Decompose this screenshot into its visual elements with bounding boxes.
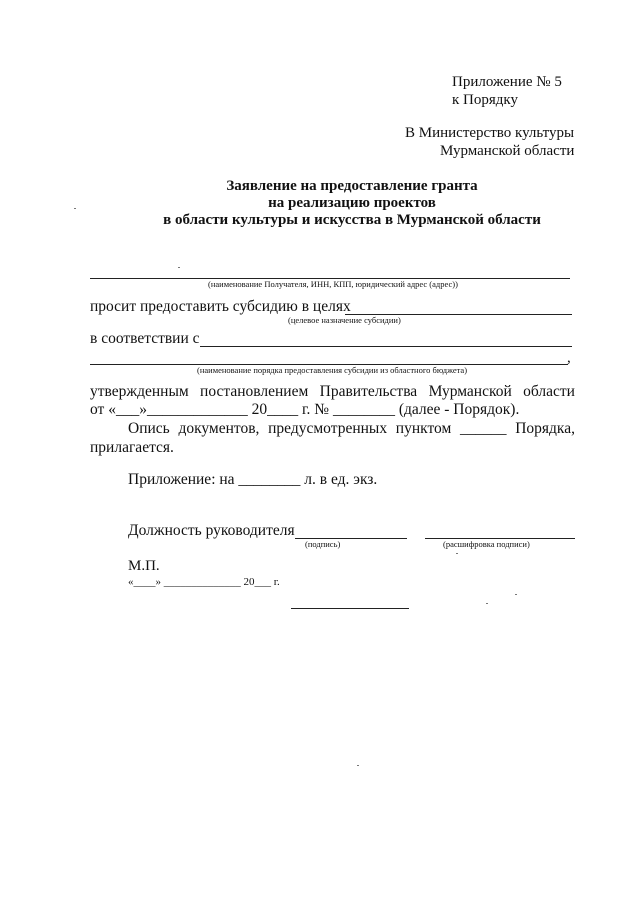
signature-caption: (подпись) [305, 539, 341, 549]
purpose-label: просит предоставить субсидию в целях [90, 298, 351, 315]
inventory-attached: прилагается. [90, 439, 174, 456]
decree-date-line: от «___»_____________ 20____ г. № ________ (далее - Порядок). [90, 401, 520, 418]
inventory-line [128, 420, 575, 438]
scan-speck [515, 594, 517, 595]
stamp-label: М.П. [128, 558, 160, 574]
decoding-caption: (расшифровка подписи) [443, 539, 530, 549]
annex-reference: к Порядку [452, 92, 518, 108]
scan-speck [456, 553, 458, 554]
title-line-1: Заявление на предоставление гранта [226, 178, 478, 194]
word-clause: пунктом [395, 420, 452, 437]
position-label: Должность руководителя [128, 522, 295, 539]
word-documents: документов, [178, 420, 260, 437]
purpose-caption: (целевое назначение субсидии) [288, 315, 401, 325]
title-line-3: в области культуры и искусства в Мурманской области [163, 212, 541, 228]
scan-speck [486, 603, 488, 604]
recipient-ministry: В Министерство культуры [405, 125, 575, 141]
scan-speck [74, 208, 76, 209]
word-murmansk: Мурманской [428, 383, 512, 400]
signature-date-line: «____» ______________ 20___ г. [128, 576, 280, 588]
procedure-caption: (наименование порядка предоставления субсидии из областного бюджета) [197, 365, 468, 375]
recipient-caption: (наименование Получателя, ИНН, КПП, юридический адрес (адрес)) [208, 279, 458, 289]
appendix-line: Приложение: на ________ л. в ед. экз. [128, 471, 378, 488]
end-separator [291, 608, 409, 609]
recipient-region: Мурманской области [440, 143, 575, 159]
word-inventory: Опись [128, 420, 170, 437]
accordance-underline [200, 346, 572, 347]
annex-number: Приложение № 5 [452, 74, 562, 90]
word-provided: предусмотренных [268, 420, 388, 437]
scan-speck [357, 765, 359, 766]
approved-line [90, 383, 575, 401]
word-government: Правительства [319, 383, 418, 400]
title-line-2: на реализацию проектов [268, 195, 436, 211]
word-region: области [523, 383, 575, 400]
clause-blank: ______ [459, 420, 507, 437]
word-decree: постановлением [200, 383, 309, 400]
word-approved: утвержденным [90, 383, 189, 400]
scan-speck [178, 267, 180, 268]
procedure-comma: , [567, 350, 571, 366]
word-procedure: Порядка, [515, 420, 575, 437]
accordance-label: в соответствии с [90, 330, 200, 347]
